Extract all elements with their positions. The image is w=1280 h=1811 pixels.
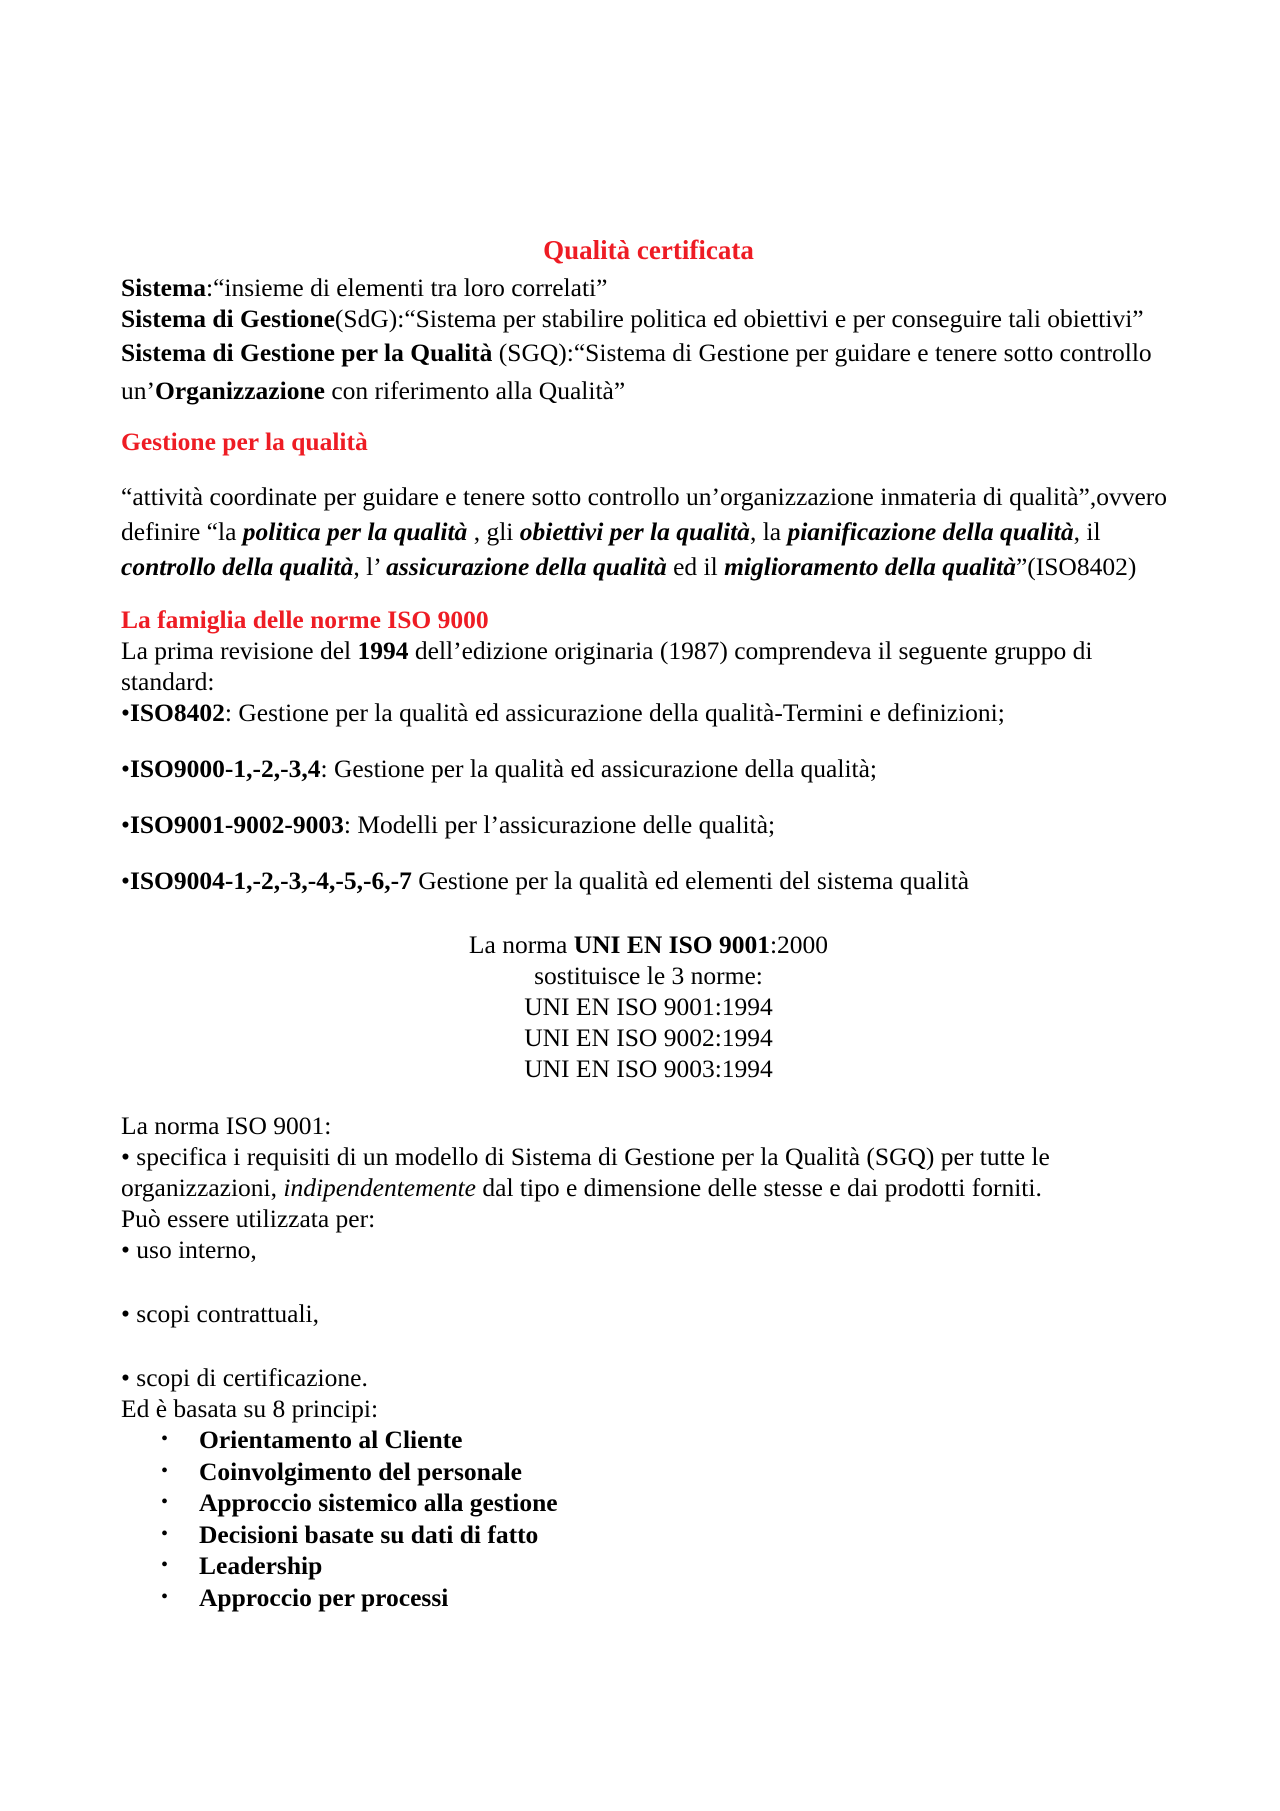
norma-line: UNI EN ISO 9001:1994 [524,992,773,1021]
principle-item [121,1424,1176,1456]
norma-block [121,929,1176,1084]
norm-description: : Gestione per la qualità ed assicurazione della qualità; [320,754,878,783]
definition-sdg [121,303,1176,334]
text-run: La prima revisione del [121,636,358,665]
bullet: • [161,1491,169,1513]
definition-text: con riferimento alla Qualità” [324,376,626,405]
emphasis-indipendentemente: indipendentemente [283,1173,476,1202]
principle-label: Approccio per processi [199,1582,449,1612]
use-item: • uso interno, [121,1235,257,1264]
definition-text: :“insieme di elementi tra loro correlati” [206,273,608,302]
bullet: • [161,1428,169,1450]
iso9001-spec [121,1141,1176,1203]
emphasis-politica: politica per la qualità [242,517,468,546]
bullet: • [161,1585,169,1608]
emphasis-controllo: controllo della qualità [121,552,354,581]
list-item [121,809,1176,840]
norm-description: Gestione per la qualità ed elementi del sistema qualità [411,866,970,895]
bullet: • [121,866,130,895]
definition-term-organizzazione: Organizzazione [155,376,325,405]
definition-text: (SGQ):“Sistema di Gestione per guidare e tenere sotto controllo un’ [121,338,1152,405]
definition-term: Sistema [121,273,206,302]
principle-label: Orientamento al Cliente [199,1425,463,1454]
norm-code: ISO8402 [129,698,225,727]
norm-code: ISO9000-1,-2,-3,4 [129,754,321,783]
text-run: La norma [468,930,574,959]
text-run: “attività coordinate per guidare e tenere sotto controllo un’organizzazione inmateria di qualità”,ovvero definire “la [121,482,1168,546]
definition-term: Sistema di Gestione per la Qualità [121,338,493,367]
intro-year: 1994 [357,636,409,665]
norma-code: UNI EN ISO 9001 [573,930,770,959]
principle-label: Leadership [199,1551,323,1580]
emphasis-assicurazione: assicurazione della qualità [386,552,667,581]
text-run: , la [749,517,788,546]
famiglia-intro [121,635,1176,697]
text-run: dal tipo e dimensione delle stesse e dai prodotti forniti. [476,1173,1042,1202]
text-run: ed il [666,552,725,581]
page-title: Qualità certificata [543,235,754,265]
definition-text: (SdG):“Sistema per stabilire politica ed obiettivi e per conseguire tali obiettivi” [334,304,1144,333]
section-heading-famiglia: La famiglia delle norme ISO 9000 [121,605,489,634]
bullet: • [161,1522,169,1545]
list-item [121,865,1176,896]
document-content [121,232,1176,1613]
definition-term: Sistema di Gestione [121,304,335,333]
text-run: , il [1073,517,1101,546]
norma-line: UNI EN ISO 9003:1994 [524,1054,773,1083]
text-run: , l’ [353,552,387,581]
principles-intro: Ed è basata su 8 principi: [121,1394,379,1423]
norma-line: sostituisce le 3 norme: [534,961,763,990]
norma-line [121,929,1176,960]
norma-line: UNI EN ISO 9002:1994 [524,1023,773,1052]
principle-label: Approccio sistemico alla gestione [199,1488,558,1517]
list-item [121,753,1176,784]
norm-code: ISO9004-1,-2,-3,-4,-5,-6,-7 [129,866,412,895]
gestione-paragraph [121,479,1176,584]
definition-sistema [121,272,1176,303]
norm-description: : Modelli per l’assicurazione delle qualità; [343,810,776,839]
emphasis-obiettivi: obiettivi per la qualità [519,517,750,546]
bullet: • [121,810,130,839]
text-run: , gli [467,517,520,546]
principles-list [121,1424,1176,1613]
principle-item [121,1456,1176,1488]
emphasis-pianificazione: pianificazione della qualità [787,517,1074,546]
bullet: • [161,1459,169,1482]
bullet: • [161,1554,169,1576]
principle-item [121,1519,1176,1551]
text-run: ”(ISO8402) [1015,552,1137,581]
definition-sgq [121,334,1176,410]
norm-description: : Gestione per la qualità ed assicurazione della qualità-Termini e definizioni; [224,698,1005,727]
text-run: dell’edizione originaria (1987) comprendeva il seguente gruppo di standard: [121,636,1093,696]
norm-code: ISO9001-9002-9003 [129,810,344,839]
use-item: • scopi contrattuali, [121,1299,319,1328]
emphasis-miglioramento: miglioramento della qualità [724,552,1016,581]
text-run: • specifica i requisiti di un modello di Sistema di Gestione per la Qualità (SGQ) per tutte le organizzazioni, [121,1142,1050,1202]
use-item: • scopi di certificazione. [121,1363,368,1392]
uses-intro: Può essere utilizzata per: [121,1204,376,1233]
principle-label: Decisioni basate su dati di fatto [199,1519,539,1549]
bullet: • [121,754,130,783]
principle-item [121,1550,1176,1582]
section-heading-gestione: Gestione per la qualità [121,427,368,456]
principle-item [121,1582,1176,1614]
text-run: :2000 [769,930,829,959]
bullet: • [121,698,130,727]
principle-label: Coinvolgimento del personale [199,1456,522,1486]
iso9001-heading: La norma ISO 9001: [121,1111,332,1140]
principle-item [121,1487,1176,1519]
list-item [121,697,1176,728]
